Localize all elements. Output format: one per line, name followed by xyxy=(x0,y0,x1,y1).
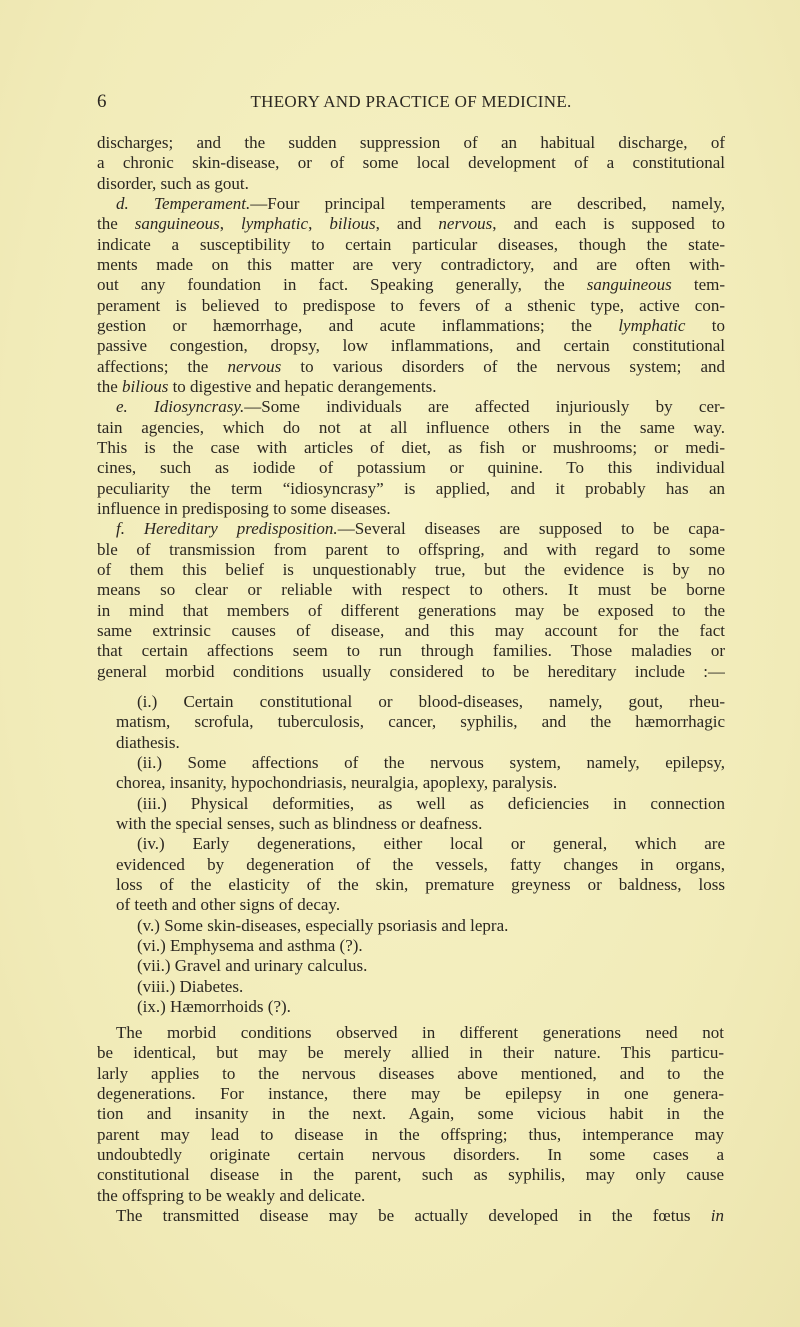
text-line xyxy=(97,1064,724,1084)
list-item-line xyxy=(116,916,725,936)
text-line xyxy=(97,214,725,234)
text-run: (v.) Some skin-diseases, especially psoriasis and lepra. xyxy=(137,915,509,935)
text-line xyxy=(97,133,725,153)
text-run: constitutional disease in the parent, such as syphilis, may only cause xyxy=(97,1165,724,1185)
list-item-line xyxy=(116,753,725,773)
italic-text-run: bilious xyxy=(122,376,169,396)
text-line xyxy=(97,1165,724,1185)
text-run: in mind that members of different generations may be exposed to the xyxy=(97,600,725,620)
text-run: tain agencies, which do not at all influence others in the same way. xyxy=(97,417,725,437)
text-run: —Several diseases are supposed to be capa- xyxy=(337,519,725,539)
text-line xyxy=(97,479,725,499)
text-line xyxy=(97,621,725,641)
text-run: passive congestion, dropsy, low inflammations, and certain constitutional xyxy=(97,336,725,356)
italic-text-run: sanguineous xyxy=(134,214,220,234)
text-run: larly applies to the nervous diseases above mentioned, and to the xyxy=(97,1063,724,1083)
running-title: THEORY AND PRACTICE OF MEDICINE. xyxy=(250,92,572,111)
text-line xyxy=(97,235,725,255)
text-run: the xyxy=(97,376,123,396)
text-run: chorea, insanity, hypochondriasis, neuralgia, apoplexy, paralysis. xyxy=(116,773,558,793)
text-run: perament is believed to predispose to fevers of a sthenic type, active con- xyxy=(97,295,725,315)
text-line xyxy=(97,1043,724,1063)
text-run: , xyxy=(219,214,242,234)
text-run: The transmitted disease may be actually developed in the fœtus xyxy=(116,1205,711,1225)
page-number: 6 xyxy=(97,91,107,112)
text-run: ments made on this matter are very contradictory, and are often with- xyxy=(97,254,725,274)
italic-text-run: in xyxy=(710,1205,724,1225)
text-run: a chronic skin-disease, or of some local development of a constitutional xyxy=(97,153,725,173)
text-run: the xyxy=(97,214,135,234)
italic-text-run: nervous xyxy=(438,214,493,234)
text-run: loss of the elasticity of the skin, premature greyness or baldness, loss xyxy=(116,874,725,894)
body-text-conclusion xyxy=(97,1023,724,1226)
italic-text-run: f. Hereditary predisposition. xyxy=(116,519,338,539)
text-line xyxy=(97,641,725,661)
italic-text-run: lymphatic xyxy=(618,315,686,335)
hereditary-conditions-list xyxy=(116,692,725,1017)
list-item-line xyxy=(116,977,725,997)
text-run: gestion or hæmorrhage, and acute inflammations; the xyxy=(97,315,619,335)
text-line xyxy=(97,519,725,539)
text-line xyxy=(97,1104,724,1124)
list-item-line xyxy=(116,936,725,956)
text-run: to various disorders of the nervous system; and xyxy=(281,356,725,376)
text-line xyxy=(97,296,725,316)
list-item-line xyxy=(116,692,725,712)
text-line xyxy=(97,438,725,458)
text-run: be identical, but may be merely allied in their nature. This particu- xyxy=(97,1043,724,1063)
text-run: This is the case with articles of diet, as fish or mushrooms; or medi- xyxy=(97,437,725,457)
text-run: means so clear or reliable with respect to others. It must be borne xyxy=(97,580,725,600)
list-item-line xyxy=(116,997,725,1017)
text-line xyxy=(97,499,725,519)
text-run: degenerations. For instance, there may be epilepsy in one genera- xyxy=(97,1083,724,1103)
text-line xyxy=(97,418,725,438)
list-item-line xyxy=(116,956,725,976)
text-run: evidenced by degeneration of the vessels, fatty changes in organs, xyxy=(116,854,725,874)
body-text-section xyxy=(97,133,725,682)
text-line xyxy=(97,255,725,275)
text-line xyxy=(97,1145,724,1165)
text-run: that certain affections seem to run through families. Those maladies or xyxy=(97,641,725,661)
text-line xyxy=(97,194,725,214)
text-run: tem- xyxy=(671,275,725,295)
text-run: , xyxy=(308,214,330,234)
text-line xyxy=(97,357,725,377)
text-line xyxy=(97,153,725,173)
text-line xyxy=(97,540,725,560)
text-line xyxy=(116,895,725,915)
text-run: peculiarity the term “idiosyncrasy” is applied, and it probably has an xyxy=(97,478,725,498)
text-line xyxy=(97,1084,724,1104)
text-run: out any foundation in fact. Speaking generally, the xyxy=(97,275,587,295)
text-run: indicate a susceptibility to certain particular diseases, though the state- xyxy=(97,234,725,254)
text-run: , and xyxy=(375,214,439,234)
text-line xyxy=(97,1023,724,1043)
text-run: (vi.) Emphysema and asthma (?). xyxy=(137,935,363,955)
text-run: matism, scrofula, tuberculosis, cancer, syphilis, and the hæmorrhagic xyxy=(116,712,725,732)
text-run: influence in predisposing to some diseases. xyxy=(97,498,391,518)
text-run: (iv.) Early degenerations, either local or general, which are xyxy=(137,834,725,854)
text-line xyxy=(116,814,725,834)
text-run: (viii.) Diabetes. xyxy=(137,976,244,996)
text-line xyxy=(97,580,725,600)
text-run: of them this belief is unquestionably true, but the evidence is by no xyxy=(97,559,725,579)
text-line xyxy=(97,336,725,356)
text-run: (vii.) Gravel and urinary calculus. xyxy=(137,956,368,976)
text-line xyxy=(97,1206,724,1226)
text-line xyxy=(116,855,725,875)
text-line xyxy=(97,601,725,621)
italic-text-run: nervous xyxy=(227,356,282,376)
italic-text-run: e. Idiosyncrasy. xyxy=(116,397,245,417)
text-line xyxy=(97,1186,724,1206)
text-line xyxy=(116,733,725,753)
text-run: —Some individuals are affected injuriously by cer- xyxy=(244,397,725,417)
text-run: disorder, such as gout. xyxy=(97,173,249,193)
text-run: tion and insanity in the next. Again, some vicious habit in the xyxy=(97,1104,724,1124)
text-run: parent may lead to disease in the offspring; thus, intemperance may xyxy=(97,1124,724,1144)
text-line xyxy=(97,275,725,295)
text-run: (i.) Certain constitutional or blood-diseases, namely, gout, rheu- xyxy=(137,692,725,711)
text-run: The morbid conditions observed in different generations need not xyxy=(116,1023,724,1042)
text-run: cines, such as iodide of potassium or quinine. To this individual xyxy=(97,458,725,478)
text-run: undoubtedly originate certain nervous disorders. In some cases a xyxy=(97,1144,724,1164)
text-run: discharges; and the sudden suppression of an habitual discharge, of xyxy=(97,133,725,152)
text-run: general morbid conditions usually considered to be hereditary include :— xyxy=(97,661,725,681)
text-line xyxy=(97,662,725,682)
italic-text-run: lymphatic xyxy=(241,214,309,234)
text-line xyxy=(97,316,725,336)
list-item-line xyxy=(116,794,725,814)
text-run: to digestive and hepatic derangements. xyxy=(168,376,437,396)
text-line xyxy=(97,397,725,417)
text-run: with the special senses, such as blindness or deafness. xyxy=(116,813,483,833)
text-line xyxy=(116,875,725,895)
text-line xyxy=(116,773,725,793)
text-run: —Four principal temperaments are described, namely, xyxy=(250,193,725,213)
text-run: to xyxy=(685,315,725,335)
text-line xyxy=(97,458,725,478)
text-run: of teeth and other signs of decay. xyxy=(116,895,341,915)
text-line xyxy=(116,712,725,732)
text-run: the offspring to be weakly and delicate. xyxy=(97,1185,366,1205)
text-line xyxy=(97,174,725,194)
page-header xyxy=(97,92,725,112)
italic-text-run: bilious xyxy=(329,214,376,234)
text-line xyxy=(97,560,725,580)
text-run: (ix.) Hæmorrhoids (?). xyxy=(137,996,291,1016)
italic-text-run: sanguineous xyxy=(586,275,672,295)
text-run: same extrinsic causes of disease, and this may account for the fact xyxy=(97,620,725,640)
text-run: (ii.) Some affections of the nervous system, namely, epilepsy, xyxy=(137,752,725,772)
text-run: ble of transmission from parent to offspring, and with regard to some xyxy=(97,539,725,559)
italic-text-run: d. Temperament. xyxy=(116,193,251,213)
text-run: , and each is supposed to xyxy=(492,214,725,234)
text-run: affections; the xyxy=(97,356,228,376)
text-run: diathesis. xyxy=(116,732,180,752)
text-line xyxy=(97,377,725,397)
text-run: (iii.) Physical deformities, as well as deficiencies in connection xyxy=(137,793,725,813)
list-item-line xyxy=(116,834,725,854)
text-line xyxy=(97,1125,724,1145)
